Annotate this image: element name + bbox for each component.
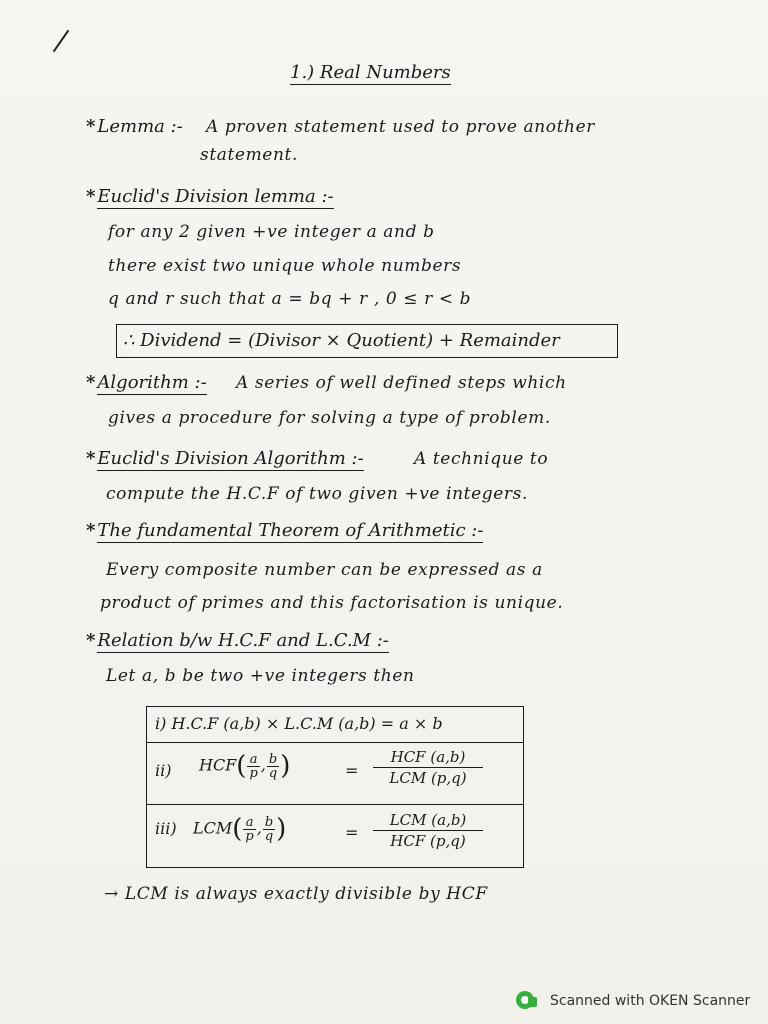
denominator-p: p — [245, 828, 254, 844]
fta-heading: The fundamental Theorem of Arithmetic :- — [97, 520, 484, 541]
row-3-rhs-fraction — [373, 811, 483, 850]
oken-logo-icon — [516, 989, 540, 1013]
fta-heading-line: * The fundamental Theorem of Arithmetic :- — [86, 520, 484, 541]
algorithm-heading-line: * Algorithm :- — [86, 372, 207, 393]
row-2-denominator: LCM (p,q) — [389, 769, 467, 787]
relation-heading: Relation b/w H.C.F and L.C.M :- — [97, 630, 389, 651]
fraction-b-over-q — [267, 753, 279, 780]
scanner-watermark — [516, 988, 750, 1014]
row-1-text: i) H.C.F (a,b) × L.C.M (a,b) = a × b — [155, 714, 443, 733]
edl-line-3: q and r such that a = bq + r , 0 ≤ r < b — [108, 289, 472, 309]
edl-heading: Euclid's Division lemma :- — [97, 186, 334, 207]
numerator-b: b — [264, 814, 274, 830]
lemma-heading: Lemma :- — [97, 116, 183, 137]
eda-line-2: compute the H.C.F of two given +ve integers. — [106, 484, 528, 504]
numerator-a: a — [243, 816, 255, 830]
lcm-function-label: LCM — [193, 818, 233, 838]
hcf-lcm-table — [146, 706, 524, 868]
fraction-bar — [373, 830, 483, 831]
row-2-lhs: HCF( $\frac{a}{p}$ , $\frac{b}{q}$ ) — [199, 751, 291, 781]
row-2-rhs-fraction — [373, 748, 483, 787]
row-3-equals: = — [345, 823, 359, 842]
numerator-b: b — [268, 751, 278, 767]
division-formula-box: ∴ Dividend = (Divisor × Quotient) + Remainder — [116, 324, 618, 358]
row-3-label: iii) — [155, 819, 177, 838]
lemma-heading-line: * Lemma :- — [86, 116, 183, 137]
fraction-a-over-p — [243, 816, 255, 843]
eda-heading: Euclid's Division Algorithm :- — [97, 448, 364, 469]
numerator-a: a — [247, 753, 259, 767]
row-2-label: ii) — [155, 761, 172, 780]
watermark-text: Scanned with OKEN Scanner — [550, 993, 751, 1009]
row-3-denominator: HCF (p,q) — [390, 832, 466, 850]
fta-line-1: Every composite number can be expressed as a — [106, 560, 543, 580]
fta-line-2: product of primes and this factorisation is unique. — [100, 593, 564, 613]
lemma-line-2: statement. — [200, 145, 298, 165]
eda-heading-line: * Euclid's Division Algorithm :- — [86, 448, 364, 469]
algorithm-line-2: gives a procedure for solving a type of problem. — [108, 408, 551, 428]
row-3-lhs: LCM( $\frac{a}{p}$ , $\frac{b}{q}$ ) — [193, 814, 287, 844]
denominator-q: q — [264, 828, 274, 844]
algorithm-heading: Algorithm :- — [97, 372, 207, 393]
row-2-numerator: HCF (a,b) — [390, 748, 466, 766]
lemma-line-1: A proven statement used to prove another — [206, 117, 595, 137]
relation-heading-line: * Relation b/w H.C.F and L.C.M :- — [86, 630, 389, 651]
row-2-equals: = — [345, 761, 359, 780]
fraction-bar — [373, 767, 483, 768]
row-3-numerator: LCM (a,b) — [389, 811, 467, 829]
relation-line-1: Let a, b be two +ve integers then — [106, 666, 415, 686]
fraction-b-over-q — [263, 816, 275, 843]
edl-line-2: there exist two unique whole numbers — [108, 256, 462, 276]
algorithm-line-1: A series of well defined steps which — [236, 373, 567, 393]
page-title: 1.) Real Numbers — [290, 62, 451, 83]
lcm-divisible-note: → LCM is always exactly divisible by HCF — [104, 884, 488, 904]
table-row — [147, 743, 523, 805]
denominator-q: q — [268, 765, 278, 781]
pen-mark — [53, 30, 70, 52]
eda-line-1: A technique to — [414, 449, 549, 469]
hcf-function-label: HCF — [199, 755, 237, 775]
denominator-p: p — [249, 765, 258, 781]
edl-line-1: for any 2 given +ve integer a and b — [108, 222, 435, 242]
fraction-a-over-p — [247, 753, 259, 780]
table-row — [147, 707, 523, 743]
edl-heading-line: * Euclid's Division lemma :- — [86, 186, 334, 207]
table-row — [147, 805, 523, 869]
